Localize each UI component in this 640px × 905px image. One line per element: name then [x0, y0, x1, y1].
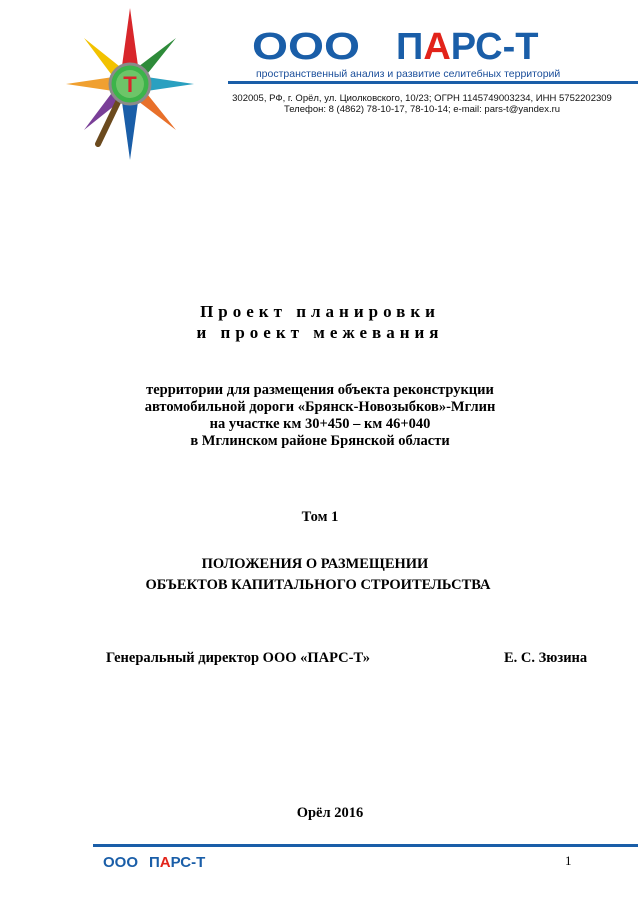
- svg-text:ПАРС-Т: ПАРС-Т: [149, 854, 206, 869]
- page-number: 1: [565, 853, 572, 868]
- header-divider: [228, 81, 638, 84]
- brand-word-ooo: ООО: [252, 26, 360, 66]
- company-logo-star: [62, 6, 198, 162]
- section-title-line1: ПОЛОЖЕНИЯ О РАЗМЕЩЕНИИ: [201, 556, 429, 572]
- volume-label: Том 1: [301, 509, 339, 525]
- star-point-bottom: [122, 102, 138, 160]
- company-tagline: пространственный анализ и развитие селитебных территорий: [256, 68, 561, 80]
- subtitle-line: на участке км 30+450 – км 46+040: [209, 416, 431, 432]
- svg-text:ООО: ООО: [103, 854, 139, 869]
- subtitle-line: территории для размещения объекта реконструкции: [146, 382, 494, 398]
- document-title-line1: Проект планировки: [200, 302, 440, 321]
- document-title-line2: и проект межевания: [196, 323, 444, 342]
- subtitle-line: в Мглинском районе Брянской области: [190, 433, 450, 449]
- footer-brand-wordmark: [103, 853, 243, 869]
- city-year: Орёл 2016: [296, 805, 364, 821]
- brand-wordmark: [248, 26, 588, 66]
- brand-word-pars-a: ПАРС-Т: [396, 26, 539, 66]
- subtitle-line: автомобильной дороги «Брянск-Новозыбков»-Мглин: [144, 399, 496, 415]
- signer-title: Генеральный директор ООО «ПАРС-Т»: [106, 650, 371, 666]
- section-title-line2: ОБЪЕКТОВ КАПИТАЛЬНОГО СТРОИТЕЛЬСТВА: [145, 577, 491, 593]
- star-point-top: [122, 8, 138, 66]
- signer-name: Е. С. Зюзина: [504, 650, 588, 666]
- company-contacts: Телефон: 8 (4862) 78-10-17, 78-10-14; e-mail: pars-t@yandex.ru: [283, 104, 561, 115]
- company-address: 302005, РФ, г. Орёл, ул. Циолковского, 10/23; ОГРН 1145749003234, ИНН 5752202309: [232, 93, 612, 104]
- footer-divider: [93, 844, 638, 847]
- logo-letter: Т: [123, 72, 137, 97]
